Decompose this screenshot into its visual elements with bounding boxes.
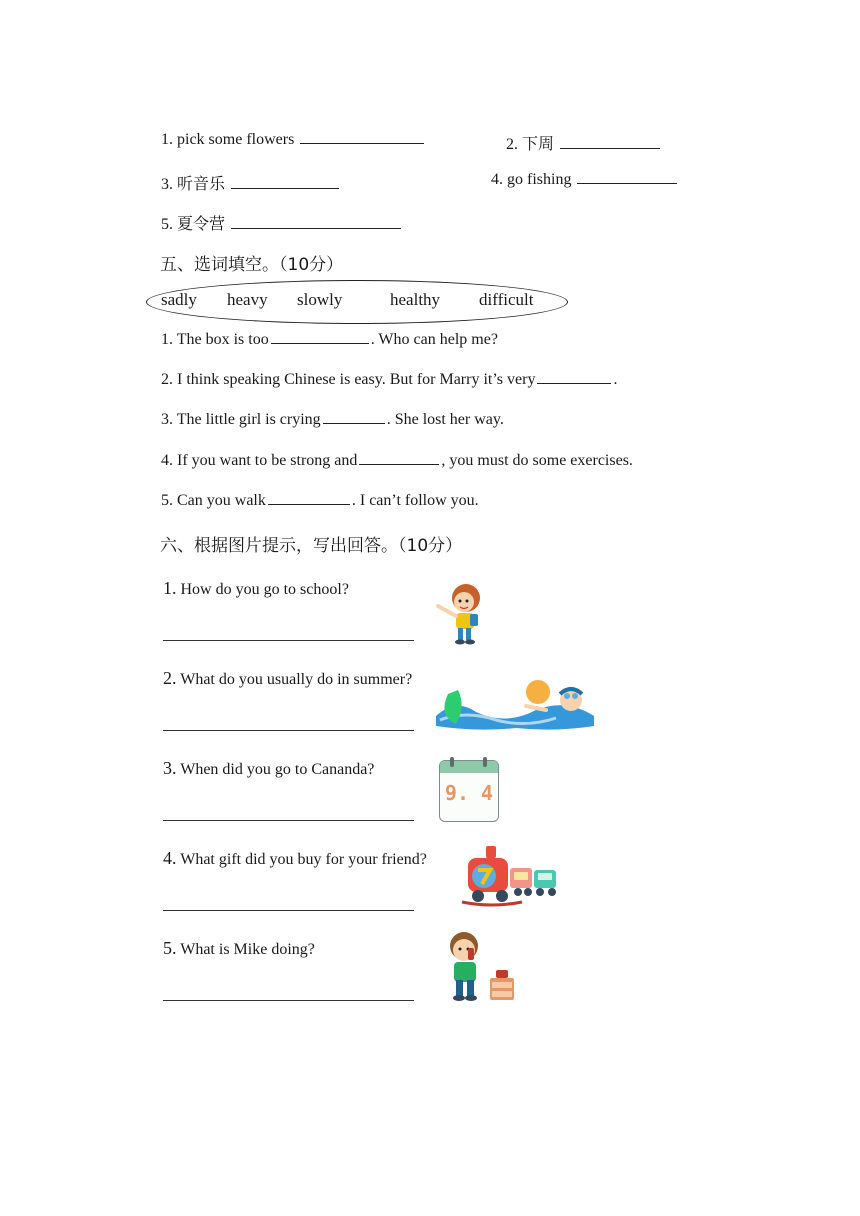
answer-blank[interactable]: [560, 147, 660, 149]
item-number: 4.: [491, 171, 503, 188]
walking-girl-icon: [430, 580, 490, 646]
sentence-start: 3. The little girl is crying: [161, 411, 321, 428]
question-number: 4.: [163, 848, 177, 868]
calendar-ring: [483, 757, 487, 767]
word-bank-word: heavy: [227, 290, 268, 309]
s5-item-1: [161, 331, 498, 349]
s5-item-4: [161, 452, 633, 470]
item-text: go fishing: [507, 171, 572, 188]
answer-line[interactable]: [163, 910, 414, 911]
answer-line[interactable]: [163, 640, 414, 641]
question-text: What is Mike doing?: [180, 941, 315, 958]
sentence-end: .: [613, 371, 618, 388]
s4-item-2: [506, 131, 662, 154]
s4-item-3: [161, 171, 341, 194]
question-number: 2.: [163, 668, 177, 688]
question-number: 3.: [163, 758, 177, 778]
word-bank-word: slowly: [297, 290, 343, 309]
question-3: [163, 758, 374, 779]
question-text: When did you go to Cananda?: [180, 761, 375, 778]
s4-item-5: [161, 211, 403, 234]
word-bank-word: healthy: [390, 290, 441, 309]
word-bank-word: difficult: [479, 290, 534, 309]
fill-blank[interactable]: [359, 463, 439, 465]
fill-blank[interactable]: [323, 422, 385, 424]
fill-blank[interactable]: [271, 342, 369, 344]
sentence-end: . I can’t follow you.: [351, 492, 479, 509]
boy-on-phone-icon: [442, 930, 522, 1010]
sentence-start: 5. Can you walk: [161, 492, 266, 509]
item-number: 2.: [506, 136, 518, 153]
answer-blank[interactable]: [231, 187, 339, 189]
section-six-title: 六、根据图片提示，写出回答。（10分）: [160, 536, 463, 556]
question-number: 5.: [163, 938, 177, 958]
question-4: [163, 848, 427, 869]
item-text: 夏令营: [177, 214, 226, 233]
fill-blank[interactable]: [537, 382, 611, 384]
sentence-end: . Who can help me?: [370, 331, 498, 348]
sentence-end: , you must do some exercises.: [441, 452, 633, 469]
question-2: [163, 668, 412, 689]
s5-item-5: [161, 492, 479, 510]
question-text: What do you usually do in summer?: [180, 671, 413, 688]
item-number: 5.: [161, 216, 173, 233]
calendar-date: 9. 4: [444, 781, 494, 805]
answer-line[interactable]: [163, 730, 414, 731]
s4-item-4: [491, 171, 679, 189]
answer-line[interactable]: [163, 1000, 414, 1001]
swimming-boy-icon: [436, 676, 596, 732]
section-five-title: 五、选词填空。（10分）: [160, 255, 344, 275]
sentence-end: . She lost her way.: [386, 411, 504, 428]
question-text: How do you go to school?: [180, 581, 349, 598]
question-text: What gift did you buy for your friend?: [180, 851, 427, 868]
question-number: 1.: [163, 578, 177, 598]
item-number: 1.: [161, 131, 173, 148]
sentence-start: 4. If you want to be strong and: [161, 452, 358, 469]
s4-item-1: [161, 131, 426, 149]
question-1: [163, 578, 349, 599]
item-text: 听音乐: [177, 174, 226, 193]
question-5: [163, 938, 315, 959]
calendar-icon: [439, 760, 499, 822]
calendar-ring: [450, 757, 454, 767]
item-number: 3.: [161, 176, 173, 193]
answer-blank[interactable]: [577, 182, 677, 184]
toy-train-icon: [462, 842, 562, 910]
word-bank-word: sadly: [161, 290, 197, 309]
s5-item-2: [161, 371, 617, 389]
calendar-header: [440, 761, 498, 773]
item-text: pick some flowers: [177, 131, 295, 148]
answer-blank[interactable]: [231, 227, 401, 229]
sentence-start: 1. The box is too: [161, 331, 269, 348]
s5-item-3: [161, 411, 504, 429]
item-text: 下周: [522, 134, 555, 153]
answer-line[interactable]: [163, 820, 414, 821]
fill-blank[interactable]: [268, 503, 350, 505]
answer-blank[interactable]: [300, 142, 424, 144]
sentence-start: 2. I think speaking Chinese is easy. But for Marry it’s very: [161, 371, 536, 388]
